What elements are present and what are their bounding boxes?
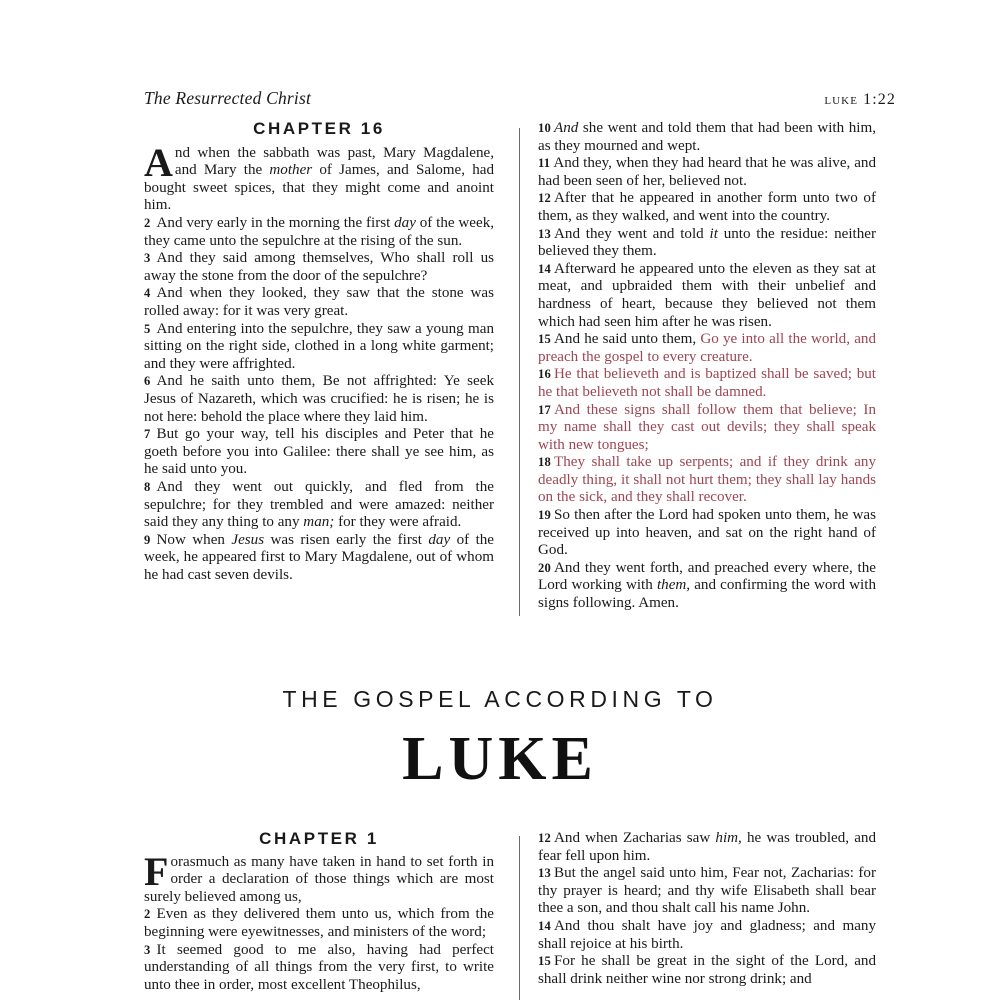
verse-span: And when Zacharias saw <box>554 830 716 846</box>
verse-span: Even as they delivered them unto us, which from the beginning were eyewitnesses, and ministers of the word; <box>144 906 494 941</box>
verse <box>538 507 876 560</box>
column-left-top <box>144 120 510 615</box>
verse-span: Afterward he appeared unto the eleven as they sat at meat, and upbraided them with their unbelief and hardness of heart, because they believed not them which had seen him after he was risen. <box>538 260 876 330</box>
verse-number: 2 <box>144 907 151 922</box>
verse-number: 8 <box>144 479 151 494</box>
verse <box>144 285 494 320</box>
verse-number: 9 <box>144 532 151 547</box>
verse-number: 2 <box>144 216 151 231</box>
verse <box>144 532 494 585</box>
verse <box>144 373 494 426</box>
verse <box>144 321 494 374</box>
verse-text-left-top <box>144 139 495 585</box>
verse-span: nd when the sabbath was past, Mary Magdalene, and Mary the <box>174 144 494 179</box>
verse-span: And he saith unto them, Be not affrighted: Ye seek Jesus of Nazareth, which was crucified: he is risen; he is not here: behold the place where they laid him. <box>144 373 494 425</box>
verse-number: 7 <box>144 427 151 442</box>
verse-span: And they went and told <box>554 225 710 242</box>
verse-span: of James, and Salome, had bought sweet spices, that they might come and anoint him. <box>144 162 495 214</box>
drop-cap: F <box>144 848 169 894</box>
verse-span: unto the residue: neither believed they them. <box>538 225 876 260</box>
verse-span: for they were afraid. <box>334 514 462 531</box>
verse-span: After that he appeared in another form unto two of them, as they walked, and went into the country. <box>538 190 876 224</box>
verse-number: 4 <box>144 286 151 301</box>
chapter-heading-bottom: CHAPTER 1 <box>259 830 379 848</box>
verse-number: 19 <box>538 508 551 523</box>
verse-number: 13 <box>538 866 551 881</box>
verse-span: And they said among themselves, Who shall roll us away the stone from the door of the sepulchre? <box>144 250 494 284</box>
column-right-bottom <box>510 830 876 1000</box>
verse <box>538 120 876 155</box>
verse <box>538 454 876 507</box>
verse-span: And they went out quickly, and fled from the sepulchre; for they trembled and were amazed: neither said they any thing to any <box>144 478 494 531</box>
verse-span: And thou shalt have joy and gladness; and many shall rejoice at his birth. <box>538 917 876 952</box>
verse-number: 10 <box>538 121 551 135</box>
book-title-main: LUKE <box>402 725 598 793</box>
verse <box>144 906 494 941</box>
verse-number: 20 <box>538 560 551 575</box>
verse-span: And entering into the sepulchre, they saw a young man sitting on the right side, clothed in a long white garment; and they were affrighted. <box>144 320 494 372</box>
italic-word: And <box>554 120 579 136</box>
verse-span: And very early in the morning the first <box>156 215 395 232</box>
verse <box>144 215 494 250</box>
verse <box>144 479 494 532</box>
italic-word: day <box>394 215 416 232</box>
verse-number: 12 <box>538 191 551 206</box>
verse <box>538 155 876 190</box>
chapter-heading-top: CHAPTER 16 <box>253 119 385 138</box>
verse-number: 18 <box>538 455 551 470</box>
verse-number: 3 <box>144 251 151 266</box>
verse <box>538 865 876 918</box>
verse <box>538 331 876 366</box>
book-title-subtitle: THE GOSPEL ACCORDING TO <box>282 686 718 712</box>
verse-span: she went and told them that had been with him, as they mourned and wept. <box>538 120 876 154</box>
verse-span: Now when <box>156 531 232 548</box>
verse-span: And they, when they had heard that he was alive, and had been seen of her, believed not. <box>538 155 876 189</box>
italic-word: mother <box>269 162 313 179</box>
verse-number: 6 <box>144 374 151 389</box>
verse-span: But the angel said unto him, Fear not, Zacharias: for thy prayer is heard; and thy wife Elisabeth shall bear thee a son, and thou shalt call his name John. <box>538 865 876 917</box>
italic-word: day <box>428 531 451 548</box>
drop-cap: A <box>144 139 173 185</box>
verse-text-left-bottom <box>144 848 494 995</box>
verse <box>144 942 494 995</box>
verse-span: But go your way, tell his disciples and Peter that he goeth before you into Galilee: there shall ye see him, as he said unto you. <box>144 426 494 478</box>
verse-number: 16 <box>538 367 551 382</box>
text-block-bottom <box>144 830 896 1000</box>
verse-span: And he said unto them, <box>554 331 701 348</box>
column-left-bottom <box>144 830 510 1000</box>
verse <box>538 830 876 865</box>
italic-word: them, <box>656 577 691 594</box>
verse <box>144 250 494 285</box>
verse-number: 14 <box>538 918 551 933</box>
italic-word: man; <box>303 514 335 531</box>
verse <box>538 261 876 331</box>
verse-span: And these signs shall follow them that believe; In my name shall they cast out devils; they shall speak with new tongues; <box>538 401 876 453</box>
verse-text-right-top <box>538 120 876 613</box>
verse-text-right-bottom <box>538 830 876 988</box>
verse-span: So then after the Lord had spoken unto them, he was received up into heaven, and sat on the right hand of God. <box>538 507 876 559</box>
verse-span: and confirming the word with signs following. Amen. <box>538 577 876 612</box>
verse-span: He that believeth and is baptized shall be saved; but he that believeth not shall be damned. <box>538 366 876 400</box>
verse <box>538 366 876 401</box>
verse <box>538 560 876 613</box>
verse-number: 15 <box>538 332 551 347</box>
verse <box>538 953 876 988</box>
verse-number: 14 <box>538 261 551 276</box>
opening-paragraph <box>144 139 495 215</box>
verse-span: of the week, he appeared first to Mary Magdalene, out of whom he had cast seven devils. <box>144 531 495 583</box>
italic-word: him, <box>715 830 742 846</box>
verse-span: of the week, they came unto the sepulchre at the rising of the sun. <box>144 215 495 249</box>
running-head-left: The Resurrected Christ <box>144 88 312 108</box>
verse <box>538 918 876 953</box>
verse-span: They shall take up serpents; and if they drink any deadly thing, it shall not hurt them; they shall lay hands on the sick, and they shall recover. <box>538 454 876 506</box>
verse-number: 13 <box>538 226 551 241</box>
two-column-layout-bottom <box>144 830 896 1000</box>
running-head <box>144 88 896 112</box>
verse <box>538 402 876 455</box>
verse <box>538 226 876 261</box>
running-head-right: luke 1:22 <box>824 91 896 108</box>
verse-span: It seemed good to me also, having had perfect understanding of all things from the very first, to write unto thee in order, most excellent Theophilus, <box>144 941 494 993</box>
opening-paragraph <box>144 848 494 907</box>
verse-number: 3 <box>144 942 151 957</box>
text-block-top <box>144 120 896 615</box>
two-column-layout-top <box>144 120 896 615</box>
verse-span: he was troubled, and fear fell upon him. <box>538 830 876 864</box>
column-right-top <box>510 120 876 615</box>
column-divider-rule-top <box>519 128 520 616</box>
verse-number: 5 <box>144 321 151 336</box>
verse-span: orasmuch as many have taken in hand to set forth in order a declaration of those things which are most surely believed among us, <box>144 853 494 905</box>
verse-span: was risen early the first <box>264 531 429 548</box>
verse <box>538 190 876 225</box>
verse-number: 15 <box>538 954 551 969</box>
verse-span: And when they looked, they saw that the stone was rolled away: for it was very great. <box>144 285 494 320</box>
column-divider-rule-bottom <box>519 836 520 1000</box>
verse <box>144 426 494 479</box>
verse-span: And they went forth, and preached every where, the Lord working with <box>538 559 876 594</box>
verse-number: 17 <box>538 402 551 417</box>
verse-number: 12 <box>538 831 551 845</box>
italic-word: Jesus <box>231 531 265 548</box>
verse-number: 11 <box>538 156 551 171</box>
italic-word: it <box>709 225 718 242</box>
verse-span: Go ye into all the world, and preach the gospel to every creature. <box>538 331 876 365</box>
verse-span: For he shall be great in the sight of the Lord, and shall drink neither wine nor strong drink; and <box>538 953 876 987</box>
